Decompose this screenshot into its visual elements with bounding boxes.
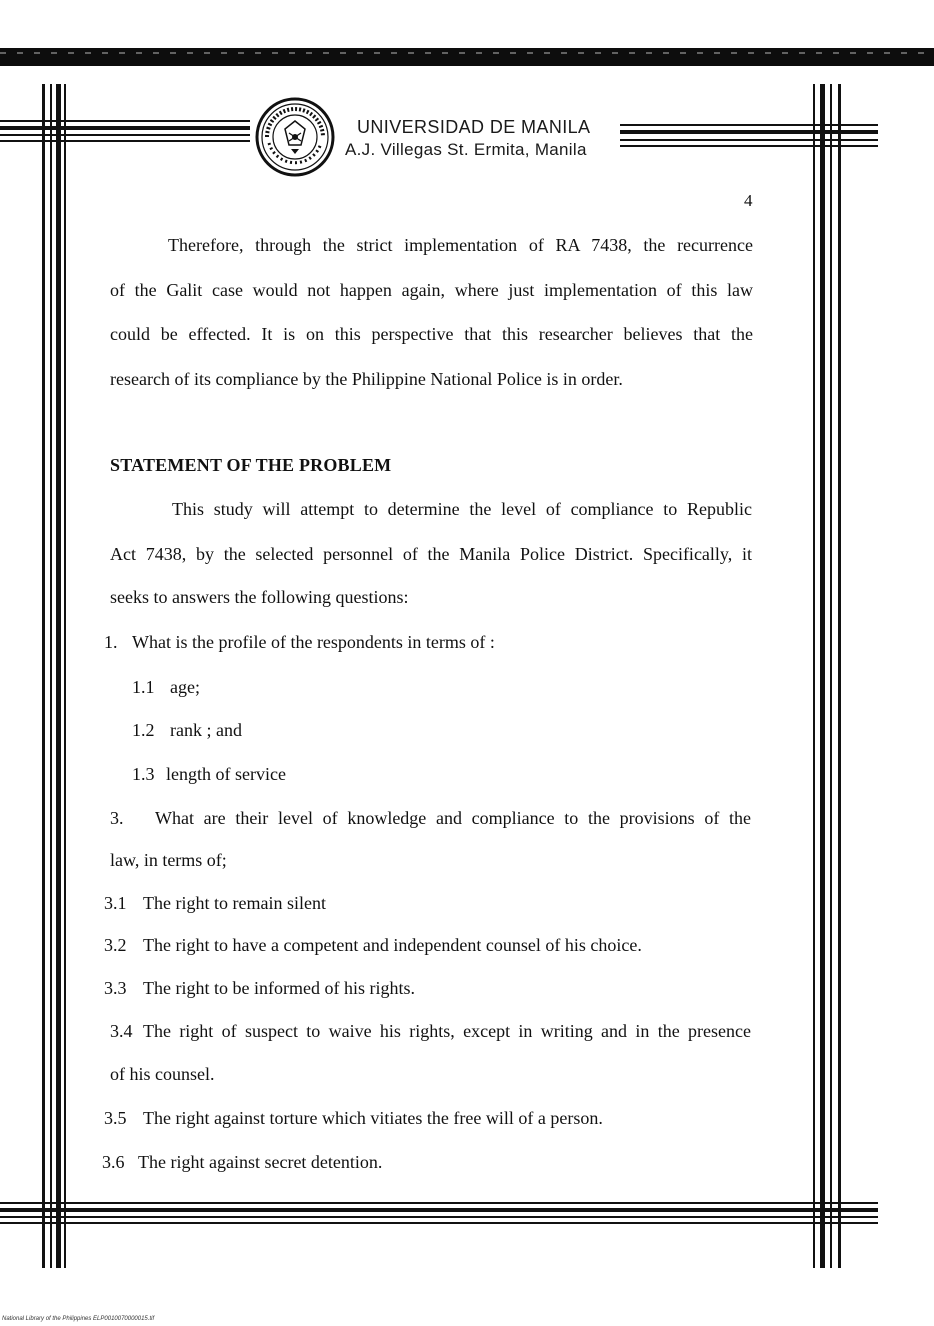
item-3-1-text: The right to remain silent [143,893,326,913]
frame-top-left-line-4 [0,140,250,142]
university-seal-icon [255,97,335,177]
section-heading: STATEMENT OF THE PROBLEM [110,455,392,475]
frame-right-bar-4 [838,84,841,1268]
frame-left-bar-2 [50,84,52,1268]
item-1-2-text: rank ; and [170,720,242,740]
question-3-number: 3. [110,808,124,828]
item-3-6-text: The right against secret detention. [138,1152,383,1172]
item-3-3-text: The right to be informed of his rights. [143,978,415,998]
scan-noise [0,52,934,54]
intro-line-1: Therefore, through the strict implementation of RA 7438, the recurrence [168,235,753,255]
frame-left-bar-1 [42,84,45,1268]
institution-name: UNIVERSIDAD DE MANILA [357,117,591,137]
item-3-6-number: 3.6 [102,1152,125,1172]
item-1-1-number: 1.1 [132,677,155,697]
problem-line-1: This study will attempt to determine the level of compliance to Republic [172,499,752,519]
frame-left-bar-3 [56,84,61,1268]
frame-bottom-line-2 [0,1208,878,1212]
problem-line-3: seeks to answers the following questions: [110,587,409,607]
intro-line-3: could be effected. It is on this perspective that this researcher believes that the [110,324,753,344]
scan-top-border [0,48,934,66]
frame-left-bar-4 [64,84,66,1268]
frame-bottom-line-1 [0,1202,878,1204]
item-1-3-number: 1.3 [132,764,155,784]
item-1-2-number: 1.2 [132,720,155,740]
question-3-text-line-2: law, in terms of; [110,850,227,870]
frame-top-right-line-1 [620,124,878,126]
item-3-2-text: The right to have a competent and independent counsel of his choice. [143,935,642,955]
item-3-5-text: The right against torture which vitiates the free will of a person. [143,1108,603,1128]
frame-right-bar-2 [820,84,825,1268]
item-1-1-text: age; [170,677,200,697]
item-3-4-text: The right of suspect to waive his rights, except in writing and in the presence [143,1021,751,1041]
frame-top-right-line-4 [620,145,878,147]
frame-top-left-line-3 [0,134,250,136]
intro-line-2: of the Galit case would not happen again, where just implementation of this law [110,280,753,300]
frame-right-bar-3 [830,84,832,1268]
frame-bottom-line-4 [0,1222,878,1224]
item-3-1-number: 3.1 [104,893,127,913]
item-3-3-number: 3.3 [104,978,127,998]
problem-line-2: Act 7438, by the selected personnel of the Manila Police District. Specifically, it [110,544,752,564]
item-3-4-continuation: of his counsel. [110,1064,215,1084]
page-number: 4 [744,191,753,210]
question-1-number: 1. [104,632,118,652]
item-1-3-text: length of service [166,764,286,784]
institution-address: A.J. Villegas St. Ermita, Manila [345,140,587,159]
scan-footer-note: National Library of the Philippines ELP0010070000015.tif [2,1316,155,1322]
item-3-5-number: 3.5 [104,1108,127,1128]
frame-bottom-line-3 [0,1216,878,1218]
frame-top-left-line-1 [0,120,250,122]
item-3-4-number: 3.4 [110,1021,133,1041]
question-1-text: What is the profile of the respondents in terms of : [132,632,495,652]
question-3-text-line-1: What are their level of knowledge and compliance to the provisions of the [155,808,751,828]
frame-right-bar-1 [813,84,815,1268]
frame-top-right-line-3 [620,139,878,141]
item-3-2-number: 3.2 [104,935,127,955]
intro-line-4: research of its compliance by the Philippine National Police is in order. [110,369,623,389]
frame-top-right-line-2 [620,130,878,134]
frame-top-left-line-2 [0,126,250,130]
